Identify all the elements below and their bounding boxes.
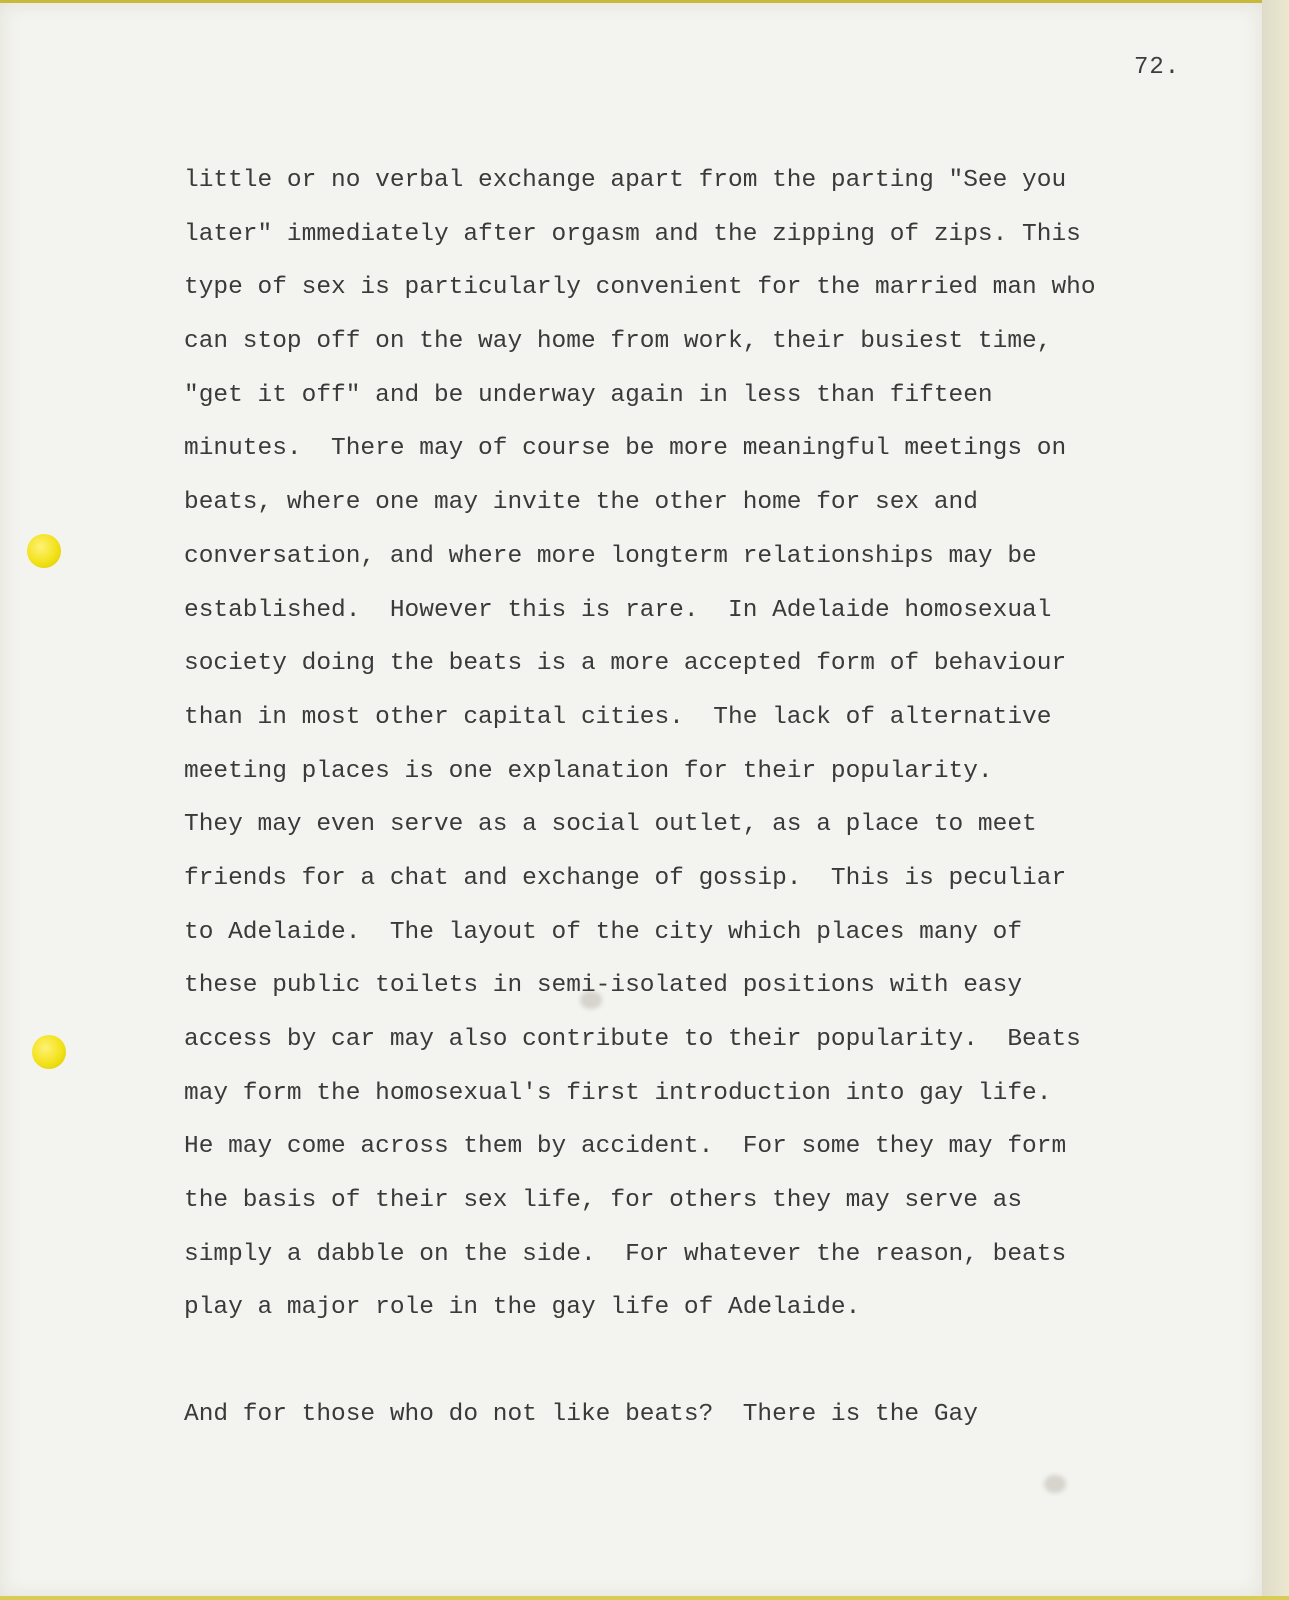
text-line-final: And for those who do not like beats? There is the Gay [184,1401,978,1429]
text-line: He may come across them by accident. For some they may form [184,1133,1067,1161]
text-line: meeting places is one explanation for their popularity. [184,757,993,785]
paragraph-gap [184,1335,1184,1388]
text-line: the basis of their sex life, for others they may serve as [184,1187,1023,1215]
text-line: "get it off" and be underway again in less than fifteen [184,381,993,409]
text-line: They may even serve as a social outlet, as a place to meet [184,811,1037,839]
text-line: type of sex is particularly convenient for the married man who [184,274,1096,302]
body-text [184,154,1184,1442]
text-line: friends for a chat and exchange of gossip. This is peculiar [184,864,1067,892]
text-line: may form the homosexual's first introduction into gay life. [184,1079,1052,1107]
punch-hole-bottom [32,1035,66,1069]
binder-bottom-edge [0,1596,1289,1600]
text-line: established. However this is rare. In Adelaide homosexual [184,596,1052,624]
text-line: later" immediately after orgasm and the zipping of zips. This [184,220,1081,248]
text-line: to Adelaide. The layout of the city which places many of [184,918,1023,946]
text-line: simply a dabble on the side. For whatever the reason, beats [184,1240,1067,1268]
paper-smudge [1044,1475,1066,1493]
text-line: conversation, and where more longterm relationships may be [184,542,1037,570]
page-right-edge [1262,0,1289,1600]
text-line: society doing the beats is a more accepted form of behaviour [184,650,1067,678]
punch-hole-top [27,534,61,568]
text-line: beats, where one may invite the other home for sex and [184,489,978,517]
text-line: than in most other capital cities. The lack of alternative [184,703,1052,731]
text-line: can stop off on the way home from work, their busiest time, [184,328,1052,356]
text-line: little or no verbal exchange apart from the parting "See you [184,167,1067,194]
page-number: 72. [1134,54,1181,81]
text-line: minutes. There may of course be more meaningful meetings on [184,435,1067,463]
text-line: play a major role in the gay life of Adelaide. [184,1294,861,1322]
text-line: access by car may also contribute to their popularity. Beats [184,1026,1081,1053]
text-line: these public toilets in semi-isolated positions with easy [184,972,1023,1000]
